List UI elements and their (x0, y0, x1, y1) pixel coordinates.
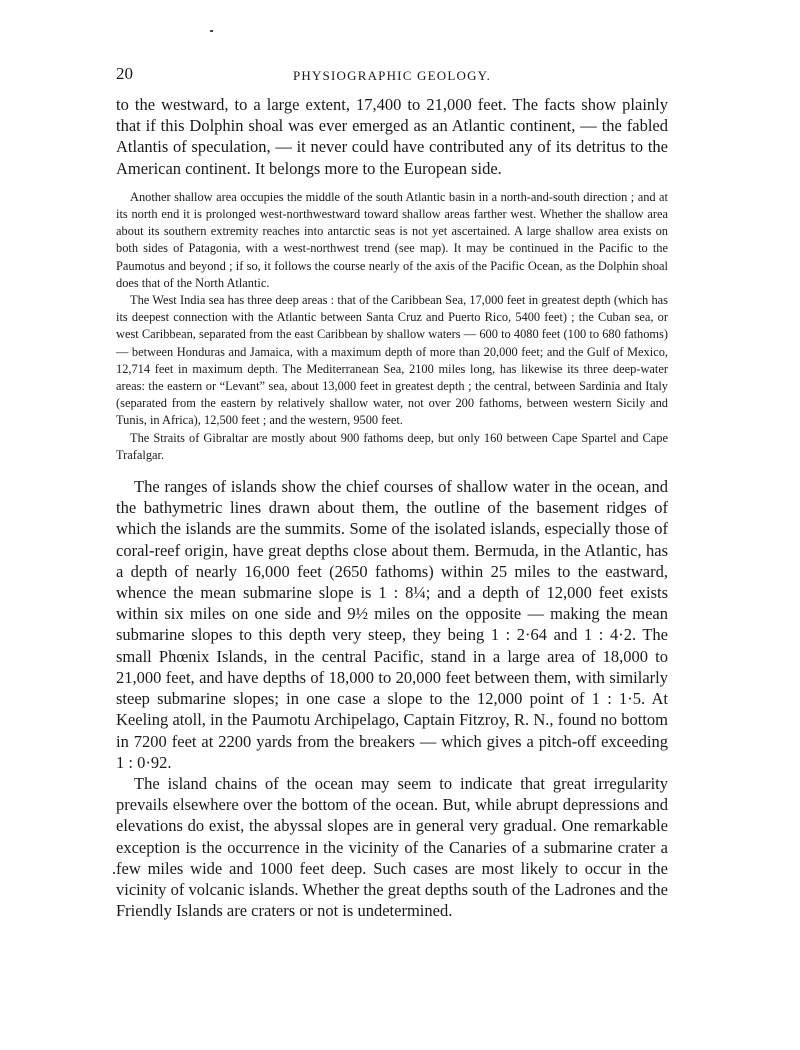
stray-print-mark (210, 30, 213, 32)
small-print-paragraph-1: Another shallow area occupies the middle of the south Atlantic basin in a north-and-south direction ; and at its north end it is prolonged west-northwestward toward shallow areas farther west. Whether the shallow area about its southern extremity reaches into antarctic seas is not yet ascertained. A large shallow area exists on both sides of Patagonia, with a west-northwest trend (see map). It may be continued in the Pacific to the Paumotus and beyond ; if so, it follows the course nearly of the axis of the Pacific Ocean, as the Dolphin shoal does that of the North Atlantic. (116, 189, 668, 290)
page-header (116, 60, 668, 94)
body-paragraph-2: The ranges of islands show the chief courses of shallow water in the ocean, and the bathymetric lines drawn about them, the outline of the basement ridges of which the islands are the summits. Some of the isolated islands, especially those of coral-reef origin, have great depths close about them. Bermuda, in the Atlantic, has a depth of nearly 16,000 feet (2650 fathoms) within 25 miles to the eastward, whence the mean submarine slope is 1 : 8¼; and a depth of 12,000 feet exists within six miles on one side and 9½ miles on the opposite — making the mean submarine slopes to this depth very steep, they being 1 : 2·64 and 1 : 4·2. The small Phœnix Islands, in the central Pacific, stand in a large area of 18,000 to 21,000 feet, and have depths of 18,000 to 20,000 feet between them, with similarly steep submarine slopes; in one case a slope to the 12,000 point of 1 : 1·5. At Keeling atoll, in the Paumotu Archipelago, Captain Fitzroy, R. N., found no bottom in 7200 feet at 2200 yards from the breakers — which gives a pitch-off exceeding 1 : 0·92. (116, 477, 668, 772)
body-paragraph-3: The island chains of the ocean may seem to indicate that great irregularity prevails elsewhere over the bottom of the ocean. But, while abrupt depressions and elevations do exist, the abyssal slopes are in general very gradual. One remarkable exception is the occurrence in the vicinity of the Canaries of a submarine crater a few miles wide and 1000 feet deep. Such cases are most likely to occur in the vicinity of volcanic islands. Whether the great depths south of the Ladrones and the Friendly Islands are craters or not is undetermined. (116, 773, 668, 921)
margin-dot (113, 872, 115, 874)
running-title: PHYSIOGRAPHIC GEOLOGY. (292, 68, 492, 83)
small-print-paragraph-3: The Straits of Gibraltar are mostly about 900 fathoms deep, but only 160 between Cape Spartel and Cape Trafalgar. (116, 430, 668, 462)
book-page (116, 60, 668, 921)
page-number: 20 (116, 64, 133, 83)
small-print-paragraph-2: The West India sea has three deep areas : that of the Caribbean Sea, 17,000 feet in greatest depth (which has its deepest connection with the Atlantic between Santa Cruz and Puerto Rico, 5400 feet) ; the Cuban sea, or west Caribbean, separated from the east Caribbean by shallow waters — 600 to 4080 feet (100 to 680 fathoms) — between Honduras and Jamaica, with a maximum depth of more than 20,000 feet; and the Gulf of Mexico, 12,714 feet in maximum depth. The Mediterranean Sea, 2100 miles long, has likewise its three deep-water areas: the eastern or “Levant” sea, about 13,000 feet in greatest depth ; the central, between Sardinia and Italy (separated from the eastern by relatively shallow water, not over 200 fathoms, between western Sicily and Tunis, in Africa), 12,500 feet ; and the western, 9500 feet. (116, 293, 668, 428)
body-paragraph-1: to the westward, to a large extent, 17,400 to 21,000 feet. The facts show plainly that if this Dolphin shoal was ever emerged as an Atlantic continent, — the fabled Atlantis of speculation, — it never could have contributed any of its detritus to the American continent. It belongs more to the European side. (116, 95, 668, 178)
small-print-block (116, 189, 668, 464)
